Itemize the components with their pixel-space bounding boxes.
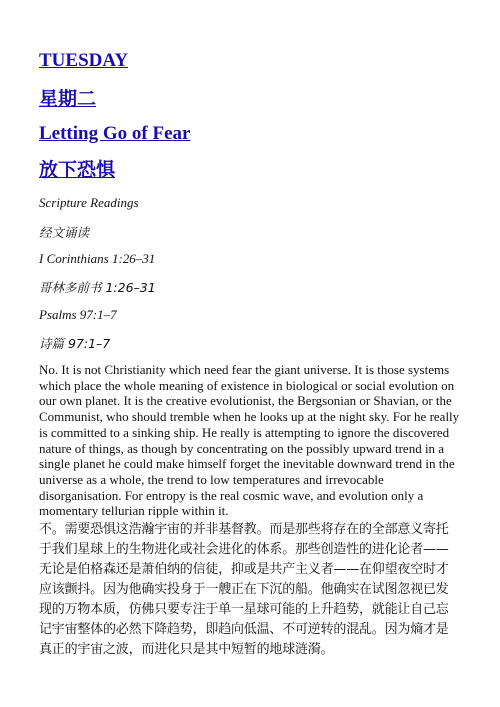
body-paragraph-en: No. It is not Christianity which need fear the giant universe. It is those systems which place the whole meaning of existence in biological or social evolution on our own planet. It is the creative evolutionist, the Bergsonian or Shavian, or the Communist, who should tremble when he looks up at the night sky. For he really is committed to a sinking ship. He really is attempting to ignore the discovered nature of things, as though by concentrating on the possibly upward trend in a single planet he could make himself forget the inevitable downward trend in the universe as a whole, the trend to low temperatures and irrevocable disorganisation. For entropy is the real cosmic wave, and evolution only a momentary tellurian ripple within it. xyxy=(39,362,460,519)
scripture-readings-label-en: Scripture Readings xyxy=(39,195,139,210)
reading-ref-2-zh: 诗篇 97:1–7 xyxy=(39,336,111,351)
body-paragraph-zh: 不。需要恐惧这浩瀚宇宙的并非基督教。而是那些将存在的全部意义寄托于我们星球上的生物进化或社会进化的体系。那些创造性的进化论者——无论是伯格森还是萧伯纳的信徒，抑或是共产主义者——在仰望夜空时才应该颤抖。因为他确实投身于一艘正在下沉的船。他确实在试图忽视已发现的万物本质，仿佛只要专注于单一星球可能的上升趋势，就能让自己忘记宇宙整体的必然下降趋势，即趋向低温、不可逆转的混乱。因为熵才是真正的宇宙之波，而进化只是其中短暂的地球涟漪。 xyxy=(39,522,449,657)
scripture-readings-label-zh: 经文诵读 xyxy=(39,225,90,240)
reading-ref-1-zh: 哥林多前书 1:26–31 xyxy=(39,280,156,295)
title-heading-en[interactable]: Letting Go of Fear xyxy=(39,123,191,144)
reading-ref-2-en: Psalms 97:1–7 xyxy=(39,307,117,322)
title-heading-zh[interactable]: 放下恐惧 xyxy=(39,159,116,181)
day-heading-zh[interactable]: 星期二 xyxy=(39,88,97,110)
reading-ref-1-en: I Corinthians 1:26–31 xyxy=(39,251,156,266)
day-heading-en[interactable]: TUESDAY xyxy=(39,50,129,71)
